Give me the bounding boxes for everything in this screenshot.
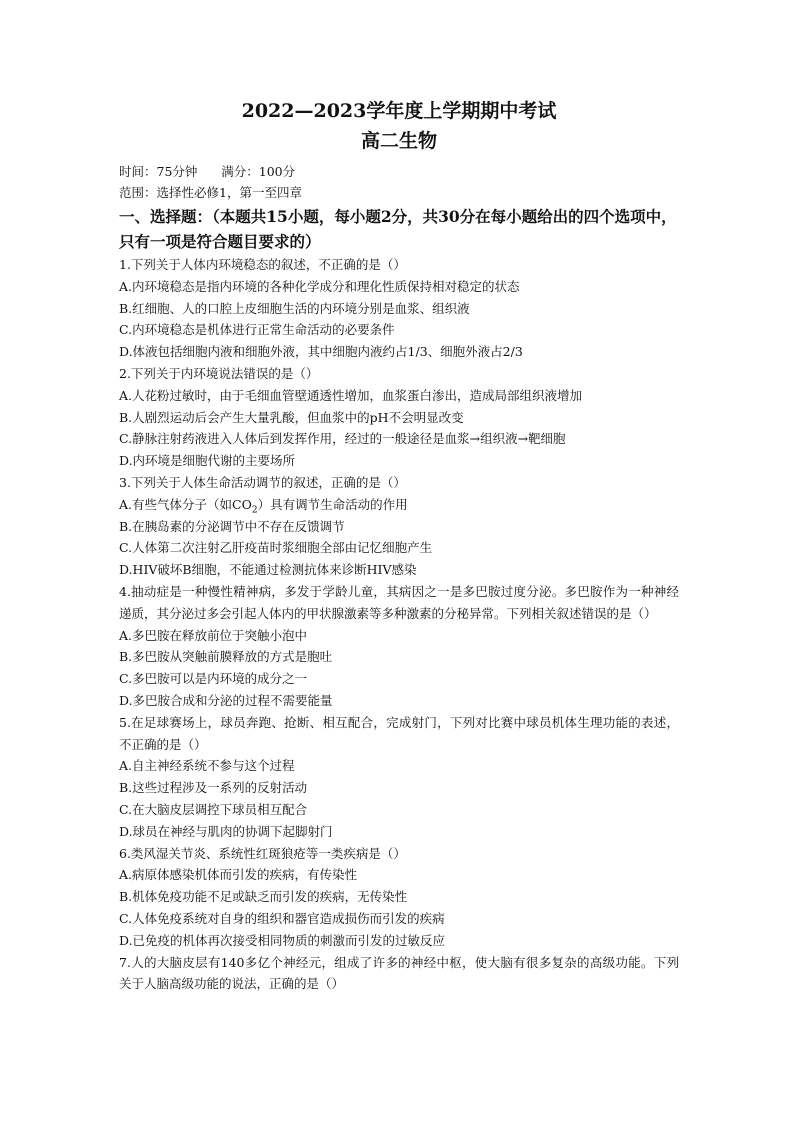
question-4 [119, 581, 679, 712]
question-option: C.多巴胺可以是内环境的成分之一 [119, 671, 308, 687]
question-stem: 3.下列关于人体生命活动调节的叙述，正确的是（） [119, 474, 406, 490]
question-option: B.红细胞、人的口腔上皮细胞生活的内环境分别是血浆、组织液 [119, 300, 470, 316]
question-option: D.体液包括细胞内液和细胞外液，其中细胞内液约占1/3、细胞外液占2/3 [119, 344, 523, 360]
option-text: A.有些气体分子（如CO [119, 496, 252, 512]
question-option: C.在大脑皮层调控下球员相互配合 [119, 801, 308, 817]
question-option: C.静脉注射药液进入人体后到发挥作用，经过的一般途径是血浆→组织液→靶细胞 [119, 431, 566, 447]
question-stem: 2.下列关于内环境说法错误的是（） [119, 365, 319, 381]
question-option: B.多巴胺从突触前膜释放的方式是胞吐 [119, 649, 333, 665]
question-3 [119, 472, 679, 581]
question-option: C.人体免疫系统对自身的组织和器官造成损伤而引发的疾病 [119, 910, 445, 926]
exam-time-score: 时间：75分钟 满分：100分 [119, 164, 296, 179]
question-5 [119, 712, 679, 843]
question-option: A.人花粉过敏时，由于毛细血管壁通透性增加，血浆蛋白渗出，造成局部组织液增加 [119, 387, 583, 403]
question-option: B.人剧烈运动后会产生大量乳酸，但血浆中的pH不会明显改变 [119, 409, 464, 425]
question-option: A.多巴胺在释放前位于突触小泡中 [119, 627, 308, 643]
question-option: A.病原体感染机体而引发的疾病，有传染性 [119, 867, 358, 883]
question-option [119, 494, 679, 516]
question-7 [119, 952, 679, 996]
question-option: D.球员在神经与肌肉的协调下起脚射门 [119, 823, 333, 839]
question-stem: 6.类风湿关节炎、系统性红斑狼疮等一类疾病是（） [119, 845, 406, 861]
question-6 [119, 843, 679, 952]
question-option: D.已免疫的机体再次接受相同物质的刺激而引发的过敏反应 [119, 932, 446, 948]
exam-content [119, 96, 679, 995]
question-option: C.人体第二次注射乙肝疫苗时浆细胞全部由记忆细胞产生 [119, 540, 433, 556]
question-option: B.这些过程涉及一系列的反射活动 [119, 780, 308, 796]
question-option: D.内环境是细胞代谢的主要场所 [119, 453, 296, 469]
subscript: 2 [251, 505, 258, 516]
question-option: B.在胰岛素的分泌调节中不存在反馈调节 [119, 518, 345, 534]
question-option: B.机体免疫功能不足或缺乏而引发的疾病，无传染性 [119, 889, 408, 905]
question-option: D.HIV破坏B细胞，不能通过检测抗体来诊断HIV感染 [119, 562, 417, 578]
question-stem: 4.抽动症是一种慢性精神病，多发于学龄儿童，其病因之一是多巴胺过度分泌。多巴胺作为一种神经递质，其分泌过多会引起人体内的甲状腺激素等多种激素的分秘异常。下列相关叙述错误的是（） [119, 583, 679, 621]
question-stem: 7.人的大脑皮层有140多亿个神经元，组成了许多的神经中枢，使大脑有很多复杂的高级功能。下列关于人脑高级功能的说法，正确的是（） [119, 954, 679, 992]
question-option: A.自主神经系统不参与这个过程 [119, 758, 295, 774]
question-stem: 5.在足球赛场上，球员奔跑、抢断、相互配合，完成射门，下列对比赛中球员机体生理功能的表述，不正确的是（） [119, 714, 679, 752]
question-stem: 1.下列关于人体内环境稳态的叙述，不正确的是（） [119, 257, 406, 272]
question-option: A.内环境稳态是指内环境的各种化学成分和理化性质保持相对稳定的状态 [119, 278, 520, 294]
exam-subject: 高二生物 [360, 130, 437, 152]
exam-scope: 范围：选择性必修1，第一至四章 [119, 185, 302, 200]
exam-title: 2022—2023学年度上学期期中考试 [241, 100, 557, 122]
question-option: C.内环境稳态是机体进行正常生命活动的必要条件 [119, 322, 395, 338]
option-text: ）具有调节生命活动的作用 [257, 496, 408, 512]
question-1 [119, 254, 679, 363]
question-2 [119, 363, 679, 472]
question-option: D.多巴胺合成和分泌的过程不需要能量 [119, 692, 333, 708]
section-heading: 一、选择题：（本题共15小题，每小题2分，共30分在每小题给出的四个选项中，只有一项是符合题目要求的） [119, 207, 677, 251]
